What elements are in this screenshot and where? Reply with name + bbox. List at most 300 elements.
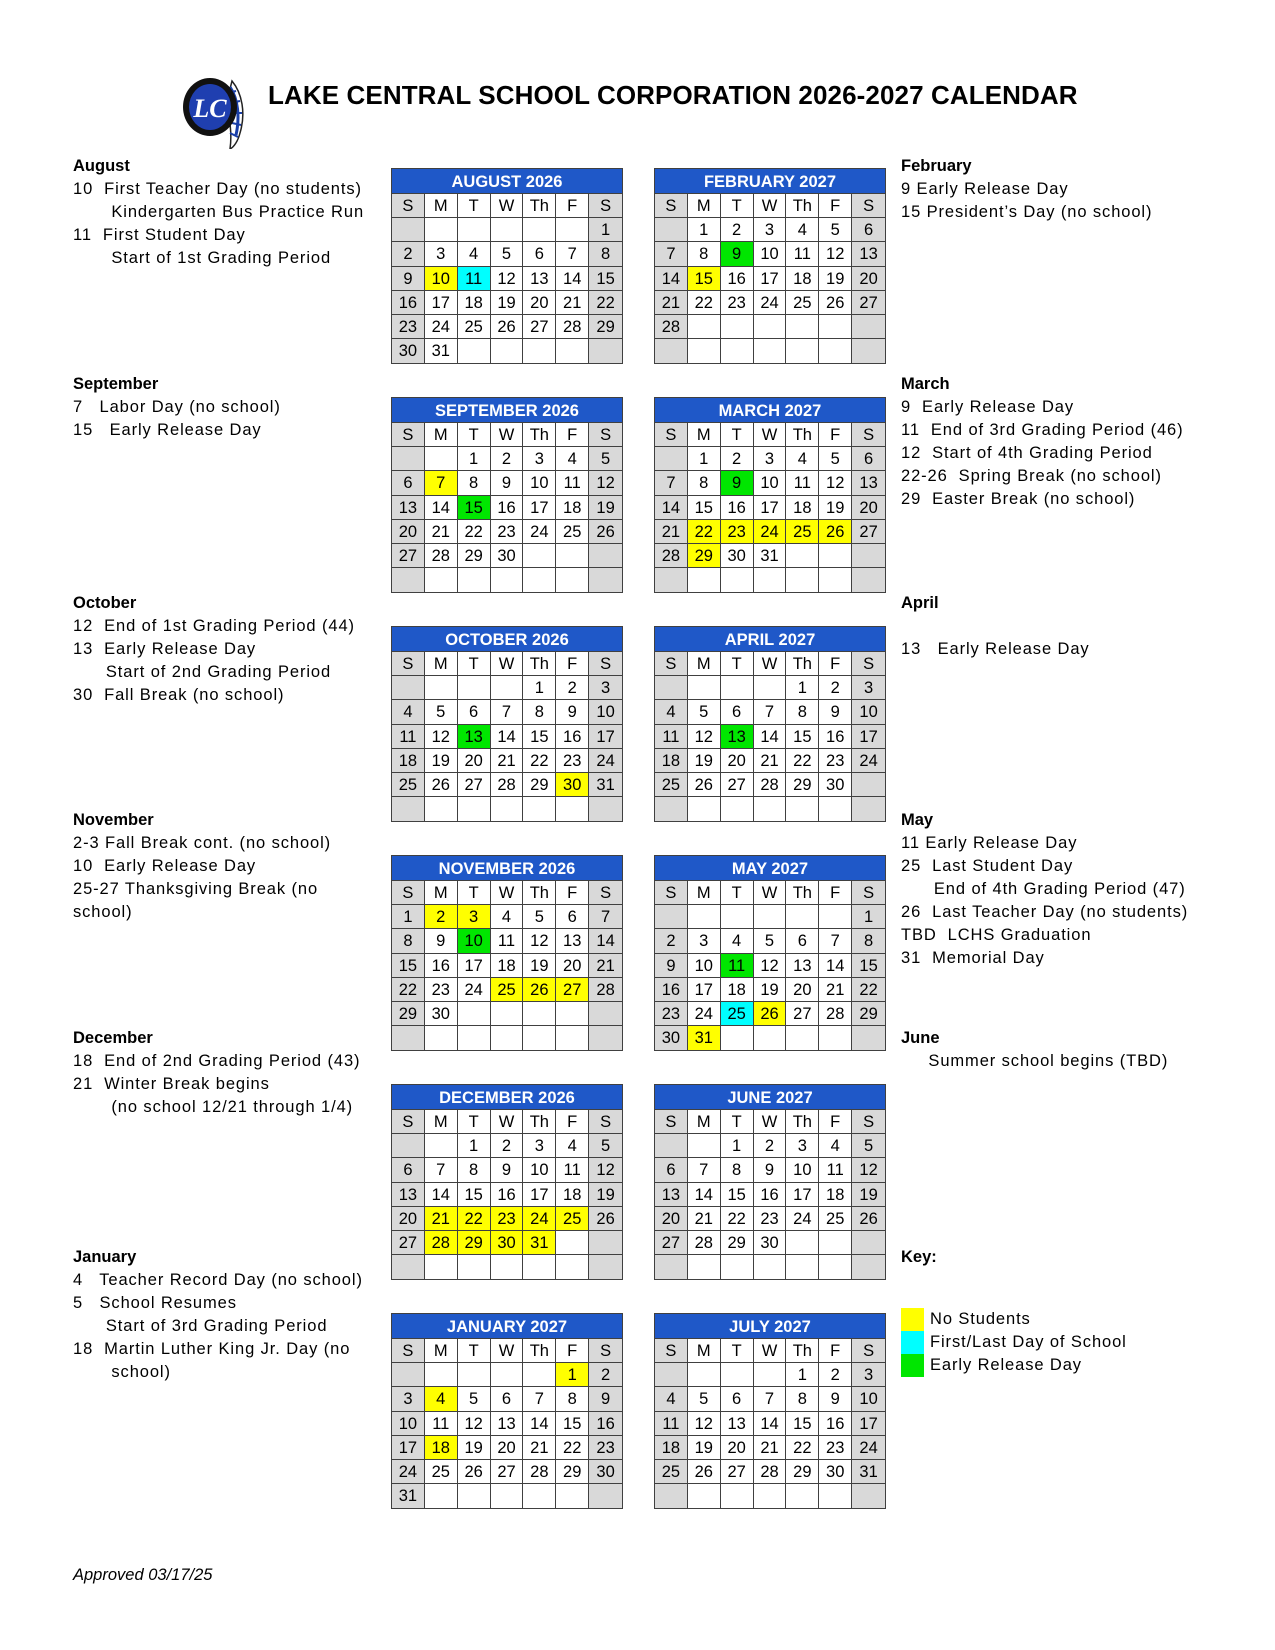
- empty-cell: [754, 1484, 787, 1508]
- weekday-header: T: [721, 194, 754, 218]
- day-cell: 21: [819, 978, 852, 1002]
- note-month: December: [73, 1029, 153, 1047]
- day-cell: 4: [819, 1134, 852, 1158]
- day-cell: 13: [786, 954, 819, 978]
- empty-cell: [852, 1231, 885, 1255]
- weekday-header: M: [688, 652, 721, 676]
- weekday-header: F: [819, 652, 852, 676]
- empty-cell: [721, 315, 754, 339]
- empty-cell: [819, 339, 852, 363]
- month-grid: [655, 1339, 885, 1508]
- day-cell: 3: [852, 676, 885, 700]
- day-cell: 19: [523, 954, 556, 978]
- calendar-january-2027: [391, 1313, 623, 1509]
- day-cell: 21: [754, 1436, 787, 1460]
- day-cell: 19: [589, 1183, 622, 1207]
- month-title: FEBRUARY 2027: [655, 169, 885, 194]
- day-cell: 26: [458, 1460, 491, 1484]
- day-cell: 28: [491, 773, 524, 797]
- note-line: 4 Teacher Record Day (no school): [73, 1271, 363, 1289]
- day-cell: 10: [852, 700, 885, 724]
- day-cell: 21: [491, 749, 524, 773]
- note-line: 13 Early Release Day: [73, 640, 257, 658]
- empty-cell: [688, 315, 721, 339]
- empty-cell: [721, 676, 754, 700]
- day-cell: 14: [556, 267, 589, 291]
- feather-logo-icon: [180, 73, 252, 149]
- weekday-header: F: [556, 881, 589, 905]
- day-cell: 7: [523, 1387, 556, 1411]
- day-cell: 27: [392, 544, 425, 568]
- day-cell: 4: [655, 1387, 688, 1411]
- day-cell: 4: [458, 242, 491, 266]
- day-cell: 27: [852, 520, 885, 544]
- day-cell: 2: [721, 218, 754, 242]
- day-cell: 10: [458, 929, 491, 953]
- weekday-header: M: [425, 652, 458, 676]
- day-cell: 27: [852, 291, 885, 315]
- day-cell: 18: [721, 978, 754, 1002]
- day-cell: 29: [786, 773, 819, 797]
- day-cell: 26: [819, 520, 852, 544]
- day-cell: 21: [589, 954, 622, 978]
- empty-cell: [523, 339, 556, 363]
- day-cell: 24: [852, 749, 885, 773]
- weekday-header: Th: [786, 1110, 819, 1134]
- notes-november: [73, 809, 331, 924]
- weekday-header: F: [819, 1339, 852, 1363]
- weekday-header: Th: [523, 652, 556, 676]
- weekday-header: S: [655, 194, 688, 218]
- weekday-header: S: [589, 1339, 622, 1363]
- day-cell: 3: [688, 929, 721, 953]
- day-cell: 11: [556, 1158, 589, 1182]
- day-cell: 26: [589, 520, 622, 544]
- note-line: 11 End of 3rd Grading Period (46): [901, 421, 1184, 439]
- day-cell: 2: [721, 447, 754, 471]
- note-line: Start of 1st Grading Period: [73, 249, 332, 267]
- weekday-header: Th: [786, 1339, 819, 1363]
- day-cell: 8: [458, 471, 491, 495]
- day-cell: 14: [754, 1412, 787, 1436]
- day-cell: 8: [523, 700, 556, 724]
- note-line: 25-27 Thanksgiving Break (no: [73, 880, 319, 898]
- day-cell: 30: [589, 1460, 622, 1484]
- day-cell: 24: [523, 520, 556, 544]
- empty-cell: [589, 1231, 622, 1255]
- day-cell: 16: [425, 954, 458, 978]
- day-cell: 27: [721, 1460, 754, 1484]
- day-cell: 14: [491, 725, 524, 749]
- day-cell: 4: [721, 929, 754, 953]
- day-cell: 30: [655, 1026, 688, 1050]
- day-cell: 8: [786, 700, 819, 724]
- day-cell: 13: [523, 267, 556, 291]
- empty-cell: [556, 339, 589, 363]
- day-cell: 9: [425, 929, 458, 953]
- day-cell: 12: [688, 725, 721, 749]
- notes-august: [73, 155, 364, 270]
- day-cell: 9: [819, 700, 852, 724]
- note-month: February: [901, 157, 972, 175]
- empty-cell: [491, 797, 524, 821]
- day-cell: 11: [786, 242, 819, 266]
- day-cell: 21: [655, 291, 688, 315]
- day-cell: 22: [458, 1207, 491, 1231]
- empty-cell: [392, 218, 425, 242]
- day-cell: 16: [819, 725, 852, 749]
- day-cell: 28: [655, 315, 688, 339]
- day-cell: 26: [688, 1460, 721, 1484]
- day-cell: 14: [589, 929, 622, 953]
- day-cell: 30: [721, 544, 754, 568]
- empty-cell: [589, 1484, 622, 1508]
- day-cell: 9: [491, 471, 524, 495]
- day-cell: 12: [754, 954, 787, 978]
- day-cell: 13: [721, 725, 754, 749]
- day-cell: 28: [688, 1231, 721, 1255]
- day-cell: 19: [688, 1436, 721, 1460]
- empty-cell: [425, 797, 458, 821]
- weekday-header: W: [754, 652, 787, 676]
- day-cell: 8: [589, 242, 622, 266]
- day-cell: 29: [523, 773, 556, 797]
- day-cell: 25: [819, 1207, 852, 1231]
- day-cell: 5: [589, 447, 622, 471]
- weekday-header: S: [589, 652, 622, 676]
- day-cell: 17: [458, 954, 491, 978]
- empty-cell: [721, 1484, 754, 1508]
- day-cell: 2: [556, 676, 589, 700]
- day-cell: 12: [852, 1158, 885, 1182]
- empty-cell: [425, 1255, 458, 1279]
- day-cell: 18: [556, 1183, 589, 1207]
- day-cell: 7: [655, 471, 688, 495]
- day-cell: 30: [491, 544, 524, 568]
- empty-cell: [491, 1484, 524, 1508]
- empty-cell: [688, 1484, 721, 1508]
- calendar-december-2026: [391, 1084, 623, 1280]
- day-cell: 7: [556, 242, 589, 266]
- day-cell: 28: [556, 315, 589, 339]
- note-line: 12 Start of 4th Grading Period: [901, 444, 1153, 462]
- day-cell: 25: [786, 291, 819, 315]
- day-cell: 14: [425, 496, 458, 520]
- note-line: 7 Labor Day (no school): [73, 398, 281, 416]
- month-grid: [392, 194, 622, 363]
- empty-cell: [425, 1026, 458, 1050]
- day-cell: 4: [392, 700, 425, 724]
- day-cell: 15: [556, 1412, 589, 1436]
- day-cell: 14: [754, 725, 787, 749]
- day-cell: 11: [655, 725, 688, 749]
- note-line: 15 President’s Day (no school): [901, 203, 1153, 221]
- weekday-header: Th: [523, 194, 556, 218]
- empty-cell: [425, 1363, 458, 1387]
- note-month: November: [73, 811, 154, 829]
- empty-cell: [754, 1026, 787, 1050]
- day-cell: 10: [523, 1158, 556, 1182]
- empty-cell: [852, 568, 885, 592]
- day-cell: 10: [523, 471, 556, 495]
- day-cell: 4: [786, 218, 819, 242]
- empty-cell: [523, 568, 556, 592]
- day-cell: 9: [721, 242, 754, 266]
- empty-cell: [819, 1026, 852, 1050]
- day-cell: 24: [786, 1207, 819, 1231]
- note-month: January: [73, 1248, 137, 1266]
- day-cell: 17: [523, 1183, 556, 1207]
- day-cell: 27: [458, 773, 491, 797]
- day-cell: 9: [556, 700, 589, 724]
- calendar-april-2027: [654, 626, 886, 822]
- day-cell: 19: [425, 749, 458, 773]
- empty-cell: [819, 1231, 852, 1255]
- weekday-header: S: [852, 423, 885, 447]
- month-grid: [655, 423, 885, 592]
- weekday-header: W: [491, 194, 524, 218]
- weekday-header: S: [589, 881, 622, 905]
- empty-cell: [786, 568, 819, 592]
- weekday-header: T: [458, 423, 491, 447]
- empty-cell: [392, 1026, 425, 1050]
- day-cell: 28: [819, 1002, 852, 1026]
- month-grid: [392, 1110, 622, 1279]
- empty-cell: [392, 1363, 425, 1387]
- weekday-header: M: [425, 194, 458, 218]
- month-grid: [655, 881, 885, 1050]
- day-cell: 7: [655, 242, 688, 266]
- empty-cell: [852, 1255, 885, 1279]
- empty-cell: [458, 339, 491, 363]
- weekday-header: S: [392, 194, 425, 218]
- empty-cell: [458, 1026, 491, 1050]
- note-line: 11 Early Release Day: [901, 834, 1078, 852]
- day-cell: 23: [425, 978, 458, 1002]
- weekday-header: M: [688, 1110, 721, 1134]
- day-cell: 7: [589, 905, 622, 929]
- day-cell: 17: [852, 1412, 885, 1436]
- day-cell: 25: [655, 1460, 688, 1484]
- weekday-header: M: [688, 1339, 721, 1363]
- day-cell: 7: [819, 929, 852, 953]
- day-cell: 9: [721, 471, 754, 495]
- empty-cell: [688, 1363, 721, 1387]
- key-label: Key:: [901, 1248, 937, 1266]
- empty-cell: [589, 1002, 622, 1026]
- day-cell: 24: [754, 291, 787, 315]
- day-cell: 20: [852, 267, 885, 291]
- month-title: DECEMBER 2026: [392, 1085, 622, 1110]
- month-title: JULY 2027: [655, 1314, 885, 1339]
- day-cell: 19: [852, 1183, 885, 1207]
- day-cell: 17: [688, 978, 721, 1002]
- empty-cell: [852, 544, 885, 568]
- calendar-july-2027: [654, 1313, 886, 1509]
- day-cell: 27: [786, 1002, 819, 1026]
- weekday-header: F: [556, 652, 589, 676]
- note-line: 22-26 Spring Break (no school): [901, 467, 1162, 485]
- day-cell: 11: [556, 471, 589, 495]
- day-cell: 2: [589, 1363, 622, 1387]
- day-cell: 21: [523, 1436, 556, 1460]
- day-cell: 11: [786, 471, 819, 495]
- day-cell: 18: [425, 1436, 458, 1460]
- weekday-header: M: [425, 1110, 458, 1134]
- day-cell: 5: [425, 700, 458, 724]
- empty-cell: [458, 676, 491, 700]
- note-line: 9 Early Release Day: [901, 180, 1069, 198]
- day-cell: 17: [589, 725, 622, 749]
- weekday-header: W: [754, 881, 787, 905]
- day-cell: 31: [392, 1484, 425, 1508]
- weekday-header: F: [556, 194, 589, 218]
- day-cell: 22: [458, 520, 491, 544]
- note-month: September: [73, 375, 159, 393]
- day-cell: 1: [786, 1363, 819, 1387]
- empty-cell: [523, 797, 556, 821]
- day-cell: 26: [852, 1207, 885, 1231]
- empty-cell: [655, 676, 688, 700]
- empty-cell: [819, 568, 852, 592]
- day-cell: 18: [819, 1183, 852, 1207]
- day-cell: 7: [491, 700, 524, 724]
- day-cell: 31: [754, 544, 787, 568]
- empty-cell: [688, 339, 721, 363]
- day-cell: 31: [589, 773, 622, 797]
- day-cell: 24: [425, 315, 458, 339]
- day-cell: 31: [852, 1460, 885, 1484]
- day-cell: 14: [425, 1183, 458, 1207]
- day-cell: 10: [754, 471, 787, 495]
- day-cell: 4: [556, 447, 589, 471]
- day-cell: 23: [721, 291, 754, 315]
- day-cell: 18: [392, 749, 425, 773]
- weekday-header: F: [556, 1110, 589, 1134]
- day-cell: 3: [754, 447, 787, 471]
- empty-cell: [721, 568, 754, 592]
- day-cell: 22: [688, 520, 721, 544]
- day-cell: 3: [458, 905, 491, 929]
- note-line: school): [73, 1363, 171, 1381]
- day-cell: 2: [392, 242, 425, 266]
- weekday-header: F: [819, 1110, 852, 1134]
- weekday-header: S: [589, 194, 622, 218]
- day-cell: 29: [458, 1231, 491, 1255]
- empty-cell: [458, 218, 491, 242]
- empty-cell: [392, 568, 425, 592]
- empty-cell: [556, 218, 589, 242]
- notes-january: [73, 1246, 363, 1384]
- day-cell: 13: [852, 471, 885, 495]
- day-cell: 23: [655, 1002, 688, 1026]
- day-cell: 4: [491, 905, 524, 929]
- empty-cell: [425, 676, 458, 700]
- day-cell: 3: [852, 1363, 885, 1387]
- legend: [901, 1308, 1127, 1377]
- day-cell: 13: [491, 1412, 524, 1436]
- day-cell: 6: [852, 218, 885, 242]
- day-cell: 22: [852, 978, 885, 1002]
- day-cell: 1: [523, 676, 556, 700]
- weekday-header: W: [491, 1110, 524, 1134]
- day-cell: 8: [852, 929, 885, 953]
- weekday-header: S: [392, 1339, 425, 1363]
- weekday-header: W: [754, 423, 787, 447]
- day-cell: 20: [655, 1207, 688, 1231]
- empty-cell: [523, 1484, 556, 1508]
- empty-cell: [688, 568, 721, 592]
- weekday-header: S: [655, 423, 688, 447]
- empty-cell: [721, 1026, 754, 1050]
- empty-cell: [392, 447, 425, 471]
- day-cell: 11: [819, 1158, 852, 1182]
- empty-cell: [688, 1255, 721, 1279]
- day-cell: 6: [556, 905, 589, 929]
- day-cell: 22: [786, 749, 819, 773]
- empty-cell: [852, 339, 885, 363]
- day-cell: 23: [721, 520, 754, 544]
- legend-item: [901, 1308, 1127, 1331]
- empty-cell: [458, 1484, 491, 1508]
- day-cell: 3: [392, 1387, 425, 1411]
- empty-cell: [655, 568, 688, 592]
- empty-cell: [523, 1002, 556, 1026]
- weekday-header: F: [819, 423, 852, 447]
- day-cell: 11: [458, 267, 491, 291]
- empty-cell: [556, 1026, 589, 1050]
- day-cell: 8: [786, 1387, 819, 1411]
- weekday-header: S: [655, 1339, 688, 1363]
- note-line: school): [73, 903, 133, 921]
- day-cell: 1: [786, 676, 819, 700]
- day-cell: 11: [491, 929, 524, 953]
- legend-item: [901, 1331, 1127, 1354]
- day-cell: 5: [491, 242, 524, 266]
- empty-cell: [754, 1363, 787, 1387]
- empty-cell: [523, 544, 556, 568]
- day-cell: 20: [523, 291, 556, 315]
- day-cell: 28: [754, 773, 787, 797]
- empty-cell: [655, 797, 688, 821]
- day-cell: 11: [425, 1412, 458, 1436]
- empty-cell: [819, 905, 852, 929]
- empty-cell: [556, 1484, 589, 1508]
- day-cell: 24: [458, 978, 491, 1002]
- empty-cell: [754, 339, 787, 363]
- day-cell: 25: [721, 1002, 754, 1026]
- empty-cell: [655, 1363, 688, 1387]
- note-line: Kindergarten Bus Practice Run: [73, 203, 365, 221]
- day-cell: 16: [754, 1183, 787, 1207]
- month-title: MAY 2027: [655, 856, 885, 881]
- empty-cell: [458, 1002, 491, 1026]
- empty-cell: [786, 544, 819, 568]
- note-line: 12 End of 1st Grading Period (44): [73, 617, 355, 635]
- weekday-header: S: [655, 1110, 688, 1134]
- empty-cell: [688, 905, 721, 929]
- day-cell: 31: [425, 339, 458, 363]
- day-cell: 19: [491, 291, 524, 315]
- day-cell: 12: [589, 471, 622, 495]
- day-cell: 25: [786, 520, 819, 544]
- note-line: Start of 2nd Grading Period: [73, 663, 332, 681]
- note-line: Summer school begins (TBD): [901, 1052, 1169, 1070]
- day-cell: 14: [523, 1412, 556, 1436]
- day-cell: 5: [589, 1134, 622, 1158]
- weekday-header: S: [392, 423, 425, 447]
- empty-cell: [786, 1231, 819, 1255]
